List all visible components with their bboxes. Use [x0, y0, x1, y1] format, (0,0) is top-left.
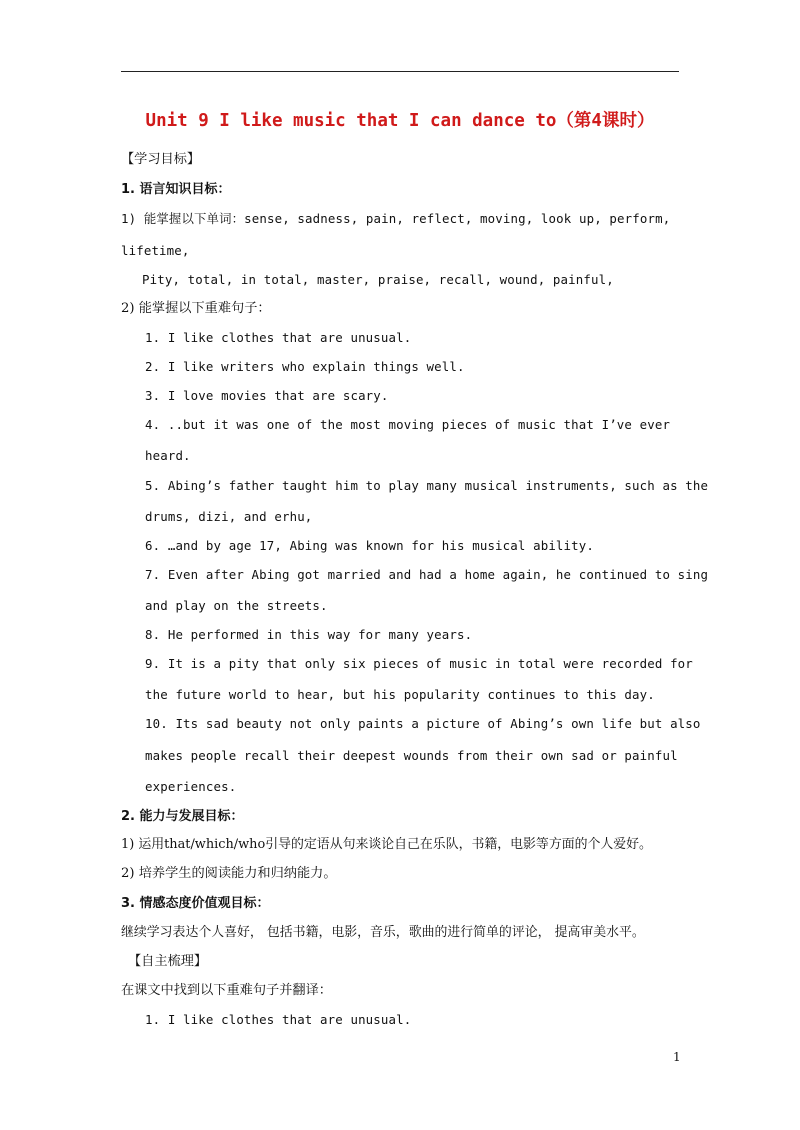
sentence-10-line-1: 10. Its sad beauty not only paints a picture of Abing’s own life but also	[145, 716, 701, 731]
objective-2-heading: 2. 能力与发展目标：	[121, 809, 244, 824]
key-sentences-label: 2) 能掌握以下重难句子：	[121, 301, 271, 316]
page-number: 1	[673, 1050, 681, 1064]
objective-1-heading: 1. 语言知识目标：	[121, 182, 231, 197]
vocab-line-1: 1) 能掌握以下单词：sense, sadness, pain, reflect, moving, look up, perform,	[121, 211, 671, 226]
sentence-10-line-3: experiences.	[145, 779, 237, 794]
sentence-10-line-2: makes people recall their deepest wounds from their own sad or painful	[145, 748, 678, 763]
sentence-5-line-2: drums, dizi, and erhu,	[145, 509, 313, 524]
document-title: Unit 9 I like music that I can dance to（第4课时）	[145, 111, 655, 131]
sentence-2: 2. I like writers who explain things well.	[145, 359, 465, 374]
objective-2-item-2: 2) 培养学生的阅读能力和归纳能力。	[121, 866, 337, 881]
sentence-4-line-2: heard.	[145, 448, 191, 463]
sentence-1: 1. I like clothes that are unusual.	[145, 330, 412, 345]
vocab-line-3: Pity, total, in total, master, praise, recall, wound, painful,	[142, 272, 614, 287]
objective-2-item-1: 1) 运用that/which/who引导的定语从句来谈论自己在乐队，书籍，电影等方面的个人爱好。	[121, 837, 652, 852]
self-study-sentence-1: 1. I like clothes that are unusual.	[145, 1012, 412, 1027]
sentence-5-line-1: 5. Abing’s father taught him to play many musical instruments, such as the	[145, 478, 709, 493]
sentence-4-line-1: 4. ..but it was one of the most moving pieces of music that I’ve ever	[145, 417, 671, 432]
sentence-7-line-1: 7. Even after Abing got married and had a home again, he continued to sing	[145, 567, 709, 582]
self-study-instruction: 在课文中找到以下重难句子并翻译：	[121, 983, 332, 998]
sentence-3: 3. I love movies that are scary.	[145, 388, 389, 403]
header-rule	[121, 71, 679, 72]
sentence-6: 6. …and by age 17, Abing was known for his musical ability.	[145, 538, 594, 553]
vocab-line-2: lifetime,	[121, 243, 190, 258]
sentence-9-line-2: the future world to hear, but his popularity continues to this day.	[145, 687, 655, 702]
section-heading-self-study: 【自主梳理】	[128, 954, 208, 969]
sentence-7-line-2: and play on the streets.	[145, 598, 328, 613]
sentence-9-line-1: 9. It is a pity that only six pieces of music in total were recorded for	[145, 656, 693, 671]
section-heading-objectives: 【学习目标】	[121, 152, 201, 167]
objective-3-heading: 3. 情感态度价值观目标：	[121, 896, 270, 911]
objective-3-text: 继续学习表达个人喜好， 包括书籍，电影，音乐，歌曲的进行简单的评论， 提高审美水平。	[121, 925, 645, 940]
sentence-8: 8. He performed in this way for many years.	[145, 627, 473, 642]
